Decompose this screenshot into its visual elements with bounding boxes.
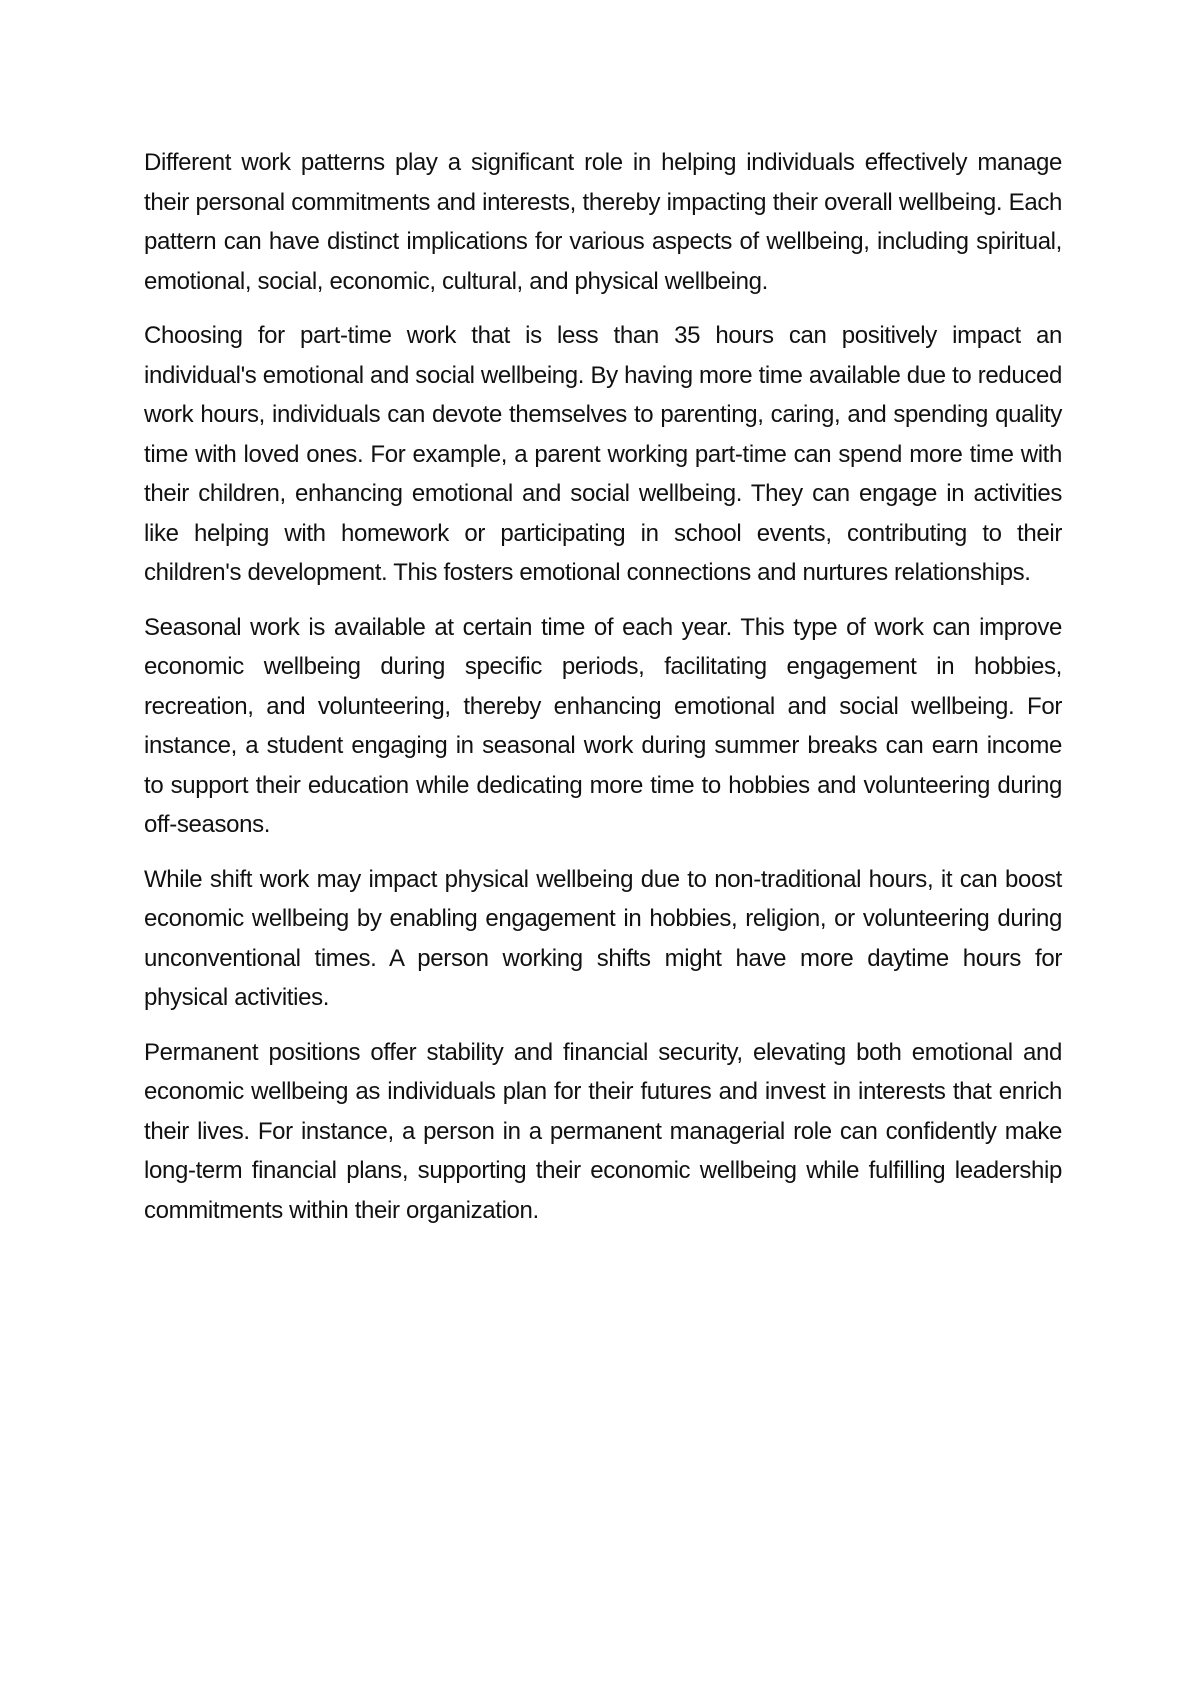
paragraph-seasonal-work: Seasonal work is available at certain time of each year. This type of work can improve economic wellbeing during specific periods, facilitating engagement in hobbies, recreation, and volunteering, thereby enhancing emotional and social wellbeing. For instance, a student engaging in seasonal work during summer breaks can earn income to support their education while dedicating more time to hobbies and volunteering during off-seasons. (144, 613, 1062, 838)
paragraph-shift-work: While shift work may impact physical wellbeing due to non-traditional hours, it can boost economic wellbeing by enabling engagement in hobbies, religion, or volunteering during unconventional times. A person working shifts might have more daytime hours for physical activities. (144, 865, 1062, 1011)
paragraph-part-time-work: Choosing for part-time work that is less than 35 hours can positively impact an individual's emotional and social wellbeing. By having more time available due to reduced work hours, individuals can devote themselves to parenting, caring, and spending quality time with loved ones. For example, a parent working part-time can spend more time with their children, enhancing emotional and social wellbeing. They can engage in activities like helping with homework or participating in school events, contributing to their children's development. This fosters emotional connections and nurtures relationships. (144, 322, 1062, 586)
paragraph-introduction: Different work patterns play a significant role in helping individuals effectively manage their personal commitments and interests, thereby impacting their overall wellbeing. Each pattern can have distinct implications for various aspects of wellbeing, including spiritual, emotional, social, economic, cultural, and physical wellbeing. (144, 149, 1062, 295)
document-body (144, 143, 1062, 1245)
paragraph-permanent-positions: Permanent positions offer stability and financial security, elevating both emotional and economic wellbeing as individuals plan for their futures and invest in interests that enrich their lives. For instance, a person in a permanent managerial role can confidently make long-term financial plans, supporting their economic wellbeing while fulfilling leadership commitments within their organization. (144, 1038, 1062, 1224)
